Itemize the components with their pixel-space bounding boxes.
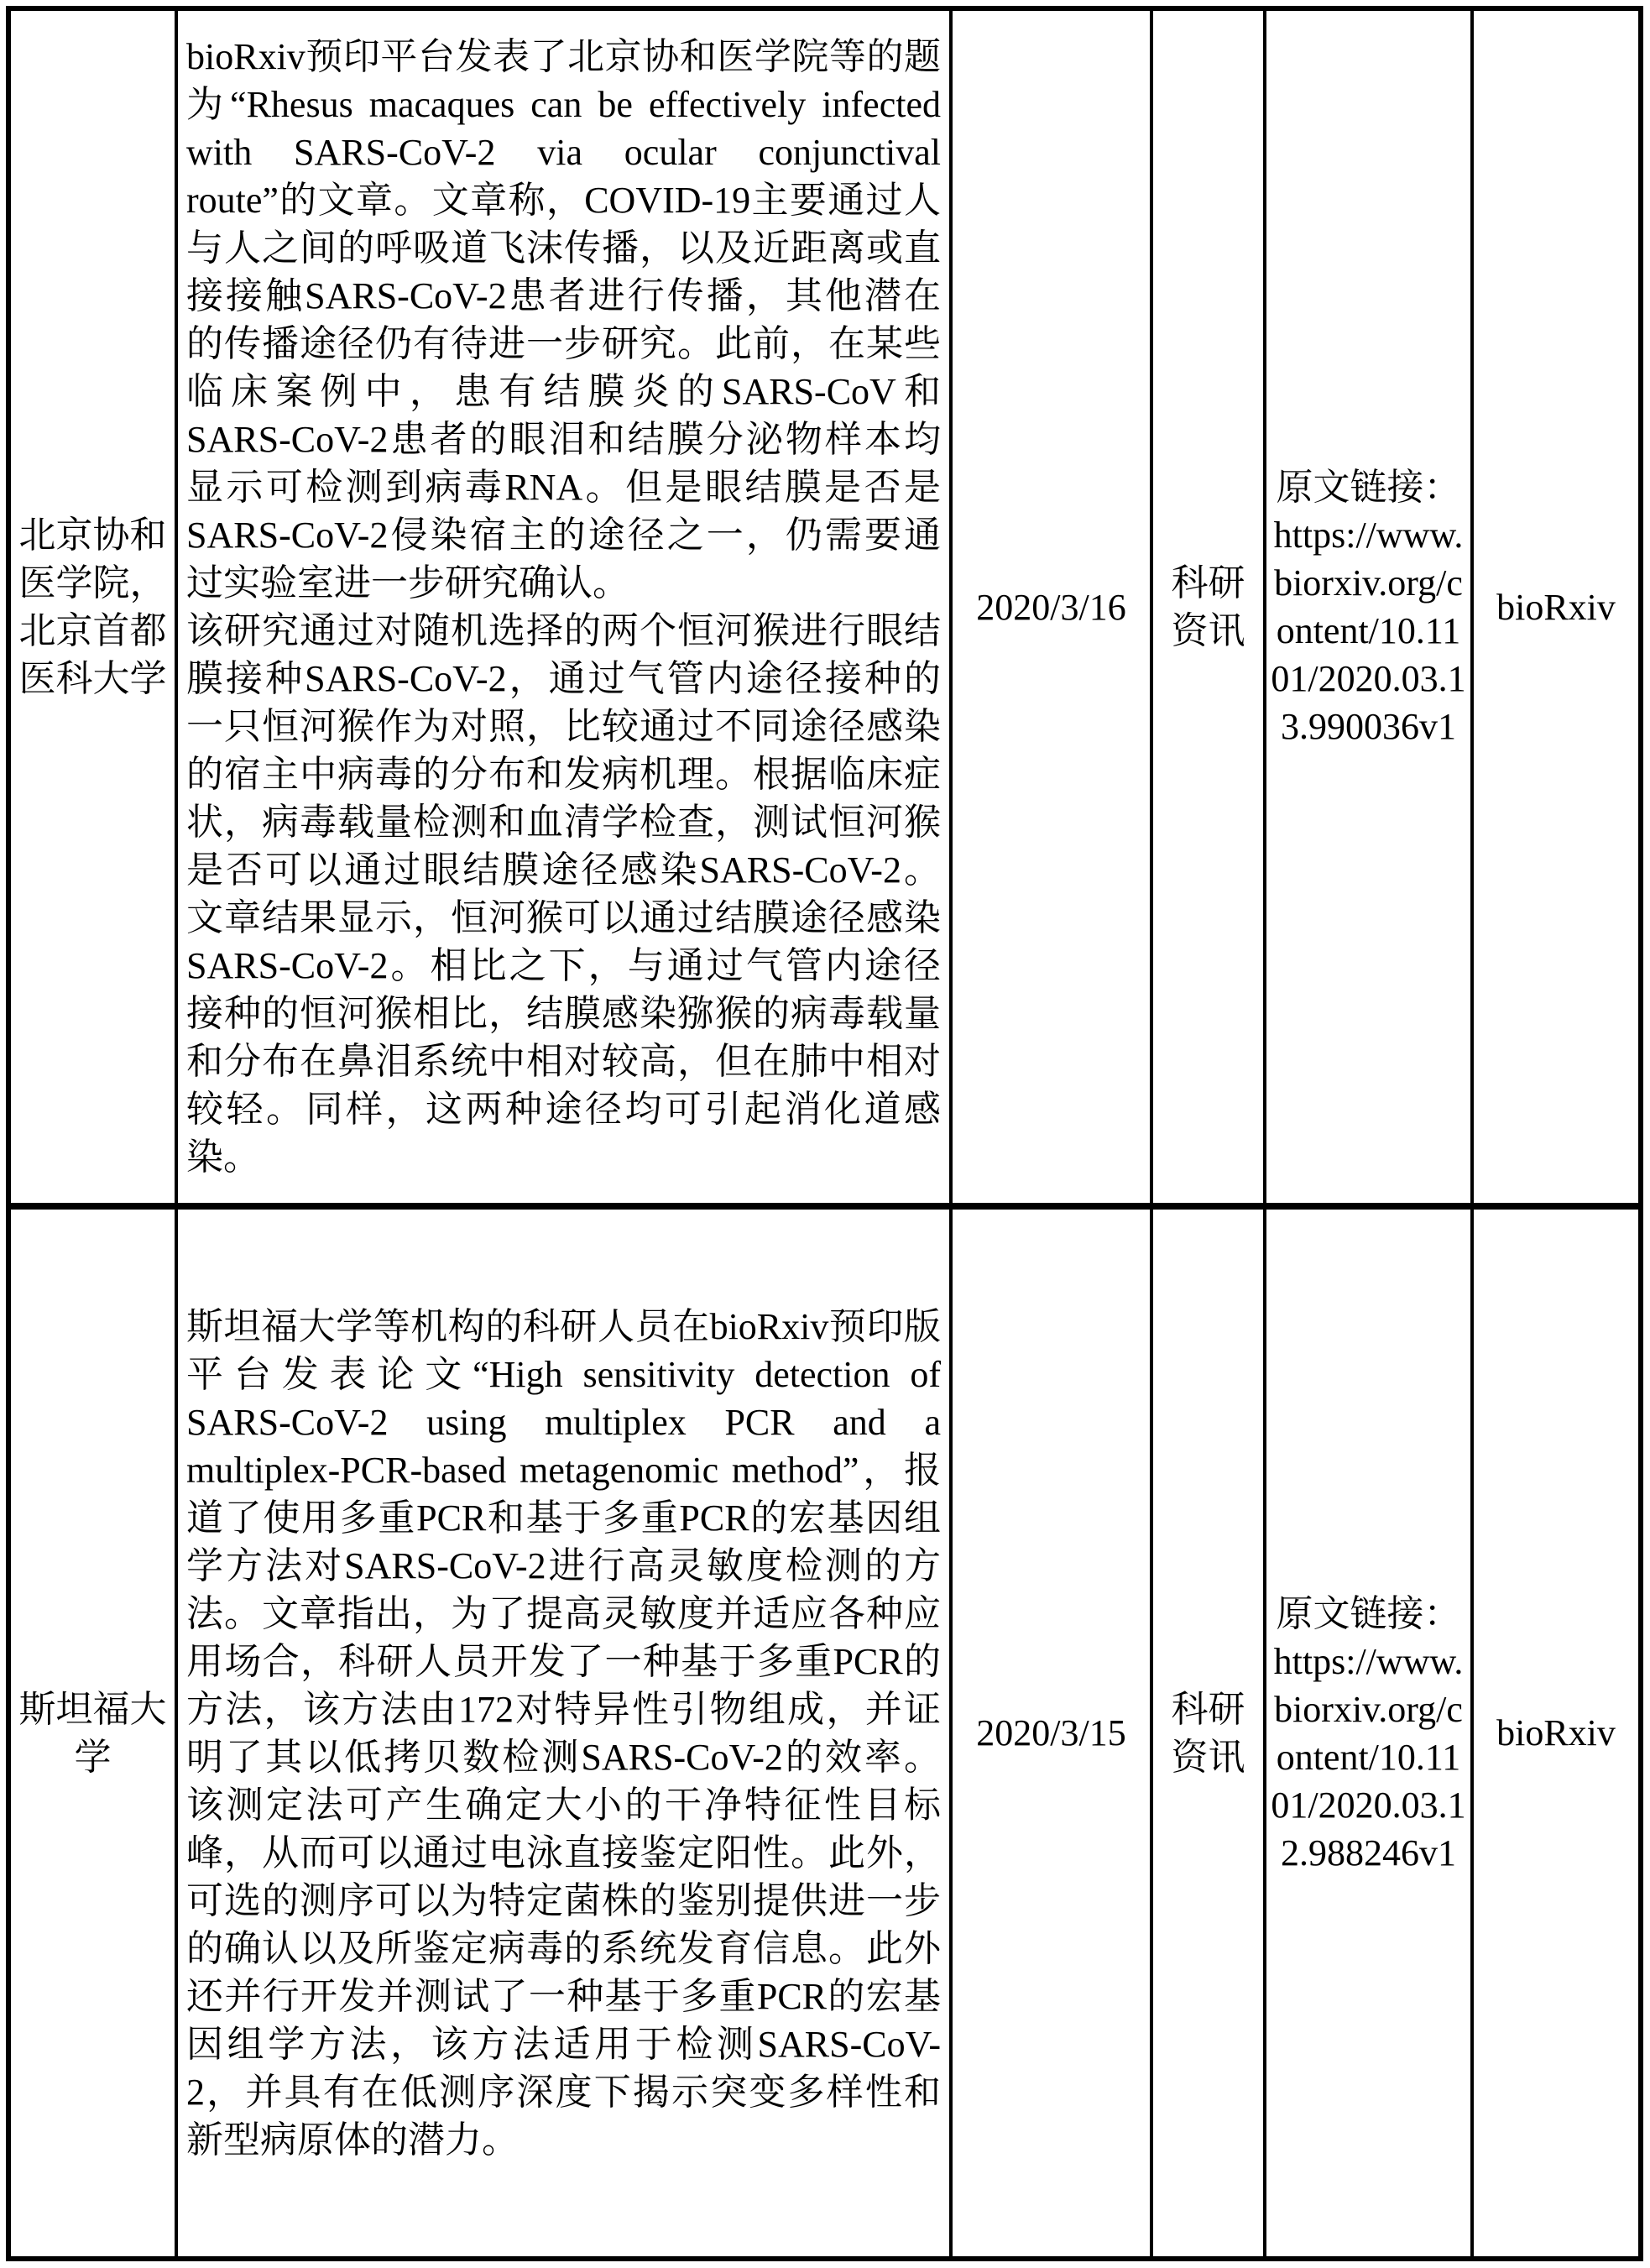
link-label: 原文链接： bbox=[1276, 1592, 1461, 1634]
table-row-2-category-cell bbox=[1150, 1203, 1263, 2256]
table-row-2-link-cell bbox=[1263, 1203, 1470, 2256]
category-text: 科研资讯 bbox=[1171, 562, 1245, 651]
link-label: 原文链接： bbox=[1276, 467, 1461, 508]
table-row-1-summary-cell bbox=[175, 11, 949, 1203]
link-url[interactable]: https://www.biorxiv.org/content/10.1101/2020.03.12.988246v1 bbox=[1271, 1640, 1466, 1873]
date-text: 2020/3/16 bbox=[976, 586, 1126, 628]
date-text: 2020/3/15 bbox=[976, 1712, 1126, 1753]
category-text: 科研资讯 bbox=[1171, 1688, 1245, 1778]
table-row-1-link-cell bbox=[1263, 11, 1470, 1203]
original-link-block bbox=[1266, 1590, 1470, 1877]
summary-text bbox=[178, 1303, 949, 2164]
source-text: bioRxiv bbox=[1496, 586, 1616, 628]
table-row-2-summary-cell bbox=[175, 1203, 949, 2256]
summary-paragraph-1: 斯坦福大学等机构的科研人员在bioRxiv预印版平台发表论文“High sensitivity detection of SARS-CoV-2 using multiplex PCR and a multiplex-PCR-based metagenomic method”，报道了使用多重PCR和基于多重PCR的宏基因组学方法对SARS-CoV-2进行高灵敏度检测的方法。文章指出，为了提高灵敏度并适应各种应用场合，科研人员开发了一种基于多重PCR的方法，该方法由172对特异性引物组成，并证明了其以低拷贝数检测SARS-CoV-2的效率。该测定法可产生确定大小的干净特征性目标峰，从而可以通过电泳直接鉴定阳性。此外，可选的测序可以为特定菌株的鉴别提供进一步的确认以及所鉴定病毒的系统发育信息。此外还并行开发并测试了一种基于多重PCR的宏基因组学方法，该方法适用于检测SARS-CoV-2，并具有在低测序深度下揭示突变多样性和新型病原体的潜力。 bbox=[186, 1305, 941, 2161]
table-row-1-date-cell bbox=[949, 11, 1150, 1203]
table-row-1-institution-cell bbox=[11, 11, 175, 1203]
table-row-2-date-cell bbox=[949, 1203, 1150, 2256]
summary-paragraph-1: bioRxiv预印平台发表了北京协和医学院等的题为“Rhesus macaques can be effectively infected with SARS-CoV-2 via ocular conjunctival route”的文章。文章称，COVID-19主要通过人与人之间的呼吸道飞沫传播，以及近距离或直接接触SARS-CoV-2患者进行传播，其他潜在的传播途径仍有待进一步研究。此前，在某些临床案例中，患有结膜炎的SARS-CoV和SARS-CoV-2患者的眼泪和结膜分泌物样本均显示可检测到病毒RNA。但是眼结膜是否是SARS-CoV-2侵染宿主的途径之一，仍需要通过实验室进一步研究确认。 bbox=[186, 36, 941, 604]
summary-paragraph-2: 该研究通过对随机选择的两个恒河猴进行眼结膜接种SARS-CoV-2，通过气管内途径接种的一只恒河猴作为对照，比较通过不同途径感染的宿主中病毒的分布和发病机理。根据临床症状，病毒载量检测和血清学检查，测试恒河猴是否可以通过眼结膜途径感染SARS-CoV-2。文章结果显示，恒河猴可以通过结膜途径感染SARS-CoV-2。相比之下，与通过气管内途径接种的恒河猴相比，结膜感染猕猴的病毒载量和分布在鼻泪系统中相对较高，但在肺中相对较轻。同样，这两种途径均可引起消化道感染。 bbox=[186, 610, 941, 1178]
summary-text bbox=[178, 33, 949, 1181]
original-link-block bbox=[1266, 463, 1470, 750]
source-text: bioRxiv bbox=[1496, 1712, 1616, 1753]
table-row-1-category-cell bbox=[1150, 11, 1263, 1203]
news-table bbox=[6, 6, 1643, 2261]
table-row-1-source-cell bbox=[1470, 11, 1638, 1203]
institution-text: 斯坦福大学 bbox=[18, 1688, 167, 1778]
link-url[interactable]: https://www.biorxiv.org/content/10.1101/2020.03.13.990036v1 bbox=[1271, 515, 1466, 747]
table-row-2-source-cell bbox=[1470, 1203, 1638, 2256]
institution-text: 北京协和医学院，北京首都医科大学 bbox=[18, 515, 167, 699]
table-row-2-institution-cell bbox=[11, 1203, 175, 2256]
